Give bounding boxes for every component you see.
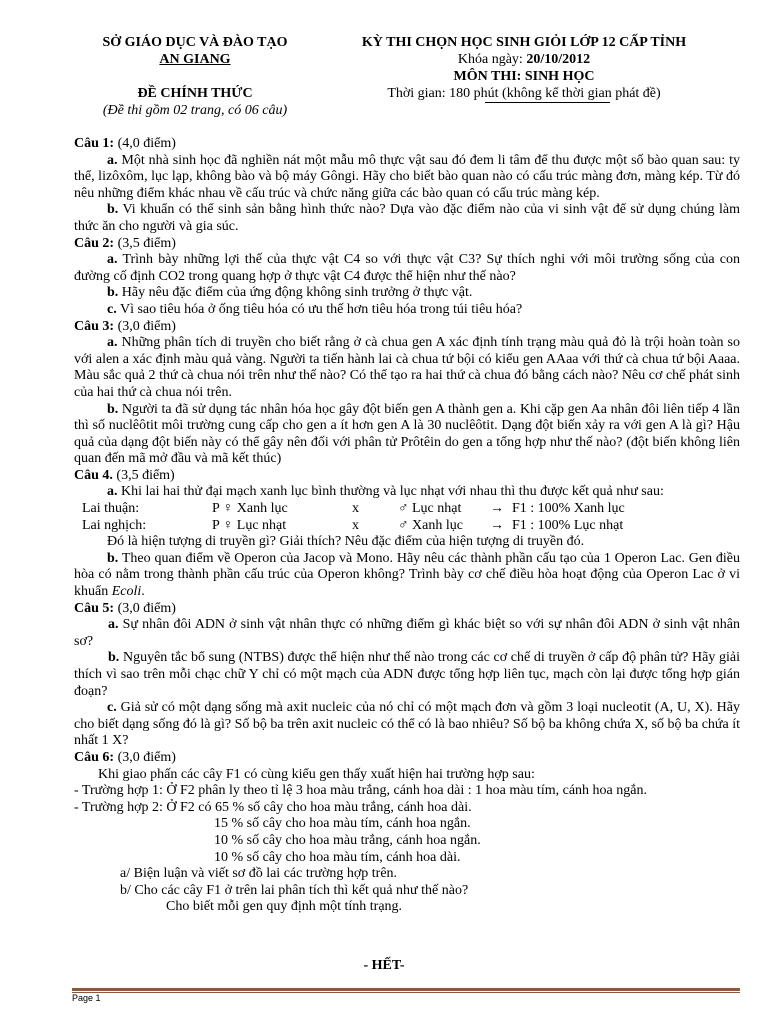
question-6-case2: - Trường hợp 2: Ở F2 có 65 % số cây cho hoa màu trắng, cánh hoa dài. (74, 799, 472, 815)
ratio-line: 15 % số cây cho hoa màu tím, cánh hoa ngắn. (214, 816, 471, 832)
ratio-line: 10 % số cây cho hoa màu trắng, cánh hoa ngắn. (214, 832, 481, 848)
exam-subject: MÔN THI: SINH HỌC (453, 69, 595, 84)
question-3-heading: Câu 3: (3,0 điểm) (74, 318, 176, 334)
header-right (330, 34, 718, 102)
question-4-heading: Câu 4. (3,5 điểm) (74, 467, 175, 483)
exam-time: Thời gian: 180 phút (không kể thời gian phát đề) (387, 86, 661, 101)
cross-reciprocal-1: Lai thuận: P ♀ Xanh lục x ♂ Lục nhạt → F1 : 100% Xanh lục (82, 501, 625, 517)
question-5c: c. Giả sử có một dạng sống mà axit nucleic của nó chỉ có một mạch đơn và gồm 3 loại nucleotit (A, U, X). Hãy cho biết dạng sống đó là gì? Số bộ ba trên axit nucleic có thể có là bao nhiêu? Số bộ ba không chứa X, số bộ ba chứa ít nhất 1 X? (74, 700, 741, 749)
question-2a: a. Trình bày những lợi thế của thực vật C4 so với thực vật C3? Sự thích nghi với môi trường sống của con đường cố định CO2 trong quang hợp ở thực vật C4 được thể hiện như thế nào? (74, 252, 740, 284)
question-2-heading: Câu 2: (3,5 điểm) (74, 235, 176, 251)
question-6-note: Cho biết mỗi gen quy định một tính trạng. (166, 899, 403, 915)
page-number: Page 1 (72, 993, 101, 1003)
question-5-heading: Câu 5: (3,0 điểm) (74, 600, 176, 616)
question-5b: b. Nguyên tắc bổ sung (NTBS) được thể hiện như thế nào trong các cơ chế di truyền ở cấp độ phân tử? Hãy giải thích vì sao trên mỗi chạc chữ Y chỉ có một mạch của ADN được tổng hợp liên tục, mạch còn lại được tổng hợp gián đoạn? (74, 650, 740, 699)
question-6-ratios (74, 816, 740, 866)
question-6-body (74, 767, 740, 784)
question-4b: b. Theo quan điểm về Operon của Jacop và Mono. Hãy nêu các thành phần cấu tạo của 1 Operon Lac. Gen điều hòa có nằm trong thành phần cấu trúc của Operon không? Trình bày cơ chế điều hòa hoạt động của Operon Lac ở vi khuẩn Ecoli. (74, 550, 740, 600)
department-name: SỞ GIÁO DỤC VÀ ĐÀO TẠO (102, 35, 288, 50)
province-name: AN GIANG (159, 52, 231, 67)
question-1b: b. Vi khuẩn có thể sinh sản bằng hình thức nào? Dựa vào đặc điểm nào của vi sinh vật để sử dụng chúng làm thức ăn cho người và gia súc. (74, 202, 740, 234)
question-2b: b. Hãy nêu đặc điểm của ứng động không sinh trưởng ở thực vật. (107, 285, 473, 301)
question-6-case1: - Trường hợp 1: Ở F2 phân ly theo tỉ lệ 3 hoa màu trắng, cánh hoa dài : 1 hoa màu tím, cánh hoa ngắn. (74, 783, 647, 799)
question-6a: a/ Biện luận và viết sơ đồ lai các trường hợp trên. (120, 866, 398, 882)
exam-date: 20/10/2012 (526, 52, 591, 67)
question-5a: a. Sự nhân đôi ADN ở sinh vật nhân thực có những điểm gì khác biệt so với sự nhân đôi ADN ở sinh vật nhân sơ? (74, 617, 740, 649)
end-marker: - HẾT- (363, 958, 405, 973)
question-6b: b/ Cho các cây F1 ở trên lai phân tích thì kết quả như thế nào? (120, 882, 469, 898)
question-4a-ask: Đó là hiện tượng di truyền gì? Giải thích? Nêu đặc điểm của hiện tượng di truyền đó. (107, 534, 585, 550)
question-6-intro: Khi giao phấn các cây F1 có cùng kiểu gen thấy xuất hiện hai trường hợp sau: (98, 766, 535, 782)
question-2c: c. Vì sao tiêu hóa ở ống tiêu hóa có ưu thế hơn tiêu hóa trong túi tiêu hóa? (107, 301, 523, 317)
exam-title: KỲ THI CHỌN HỌC SINH GIỎI LỚP 12 CẤP TỈNH (361, 35, 687, 50)
exam-date-line: Khóa ngày: 20/10/2012 (457, 52, 591, 67)
header-divider (485, 102, 610, 103)
official-label: ĐỀ CHÍNH THỨC (137, 86, 253, 101)
exam-content (74, 136, 740, 916)
header-left (60, 34, 330, 119)
question-3a: a. Những phân tích di truyền cho biết rằng ở cà chua gen A xác định tính trạng màu quả đỏ là trội hoàn toàn so với alen a xác định màu quả vàng. Người ta tiến hành lai cà chua tứ bội có kiểu gen AAaa với thứ cà chua tứ bội Aaaa. Màu sắc quả 2 thứ cà chua nói trên như thế nào? Có thể tạo ra hai thứ cà chua đó bằng cách nào? Nêu cơ chế phát sinh của hai thứ cà chua nói trên. (74, 335, 740, 400)
question-4a: a. Khi lai hai thử đại mạch xanh lục bình thường và lục nhạt với nhau thì thu được kết quả như sau: (107, 484, 664, 500)
question-1a: a. Một nhà sinh học đã nghiền nát một mẫu mô thực vật sau đó đem li tâm để thu được một số bào quan sau: ty thể, lizôxôm, lục lạp, không bào và bộ máy Gôngi. Hãy cho biết bào quan nào có cấu trúc màng đơn, màng kép. Từ đó nêu những điểm khác nhau về cấu trúc và chức năng giữa các bào quan có cấu trúc màng kép. (74, 152, 740, 201)
footer-rule-thick (72, 988, 740, 991)
question-6-heading: Câu 6: (3,0 điểm) (74, 749, 176, 765)
question-1-heading: Câu 1: (4,0 điểm) (74, 136, 176, 151)
ratio-line: 10 % số cây cho hoa màu tím, cánh hoa dài. (214, 849, 461, 865)
question-3b: b. Người ta đã sử dụng tác nhân hóa học gây đột biến gen A thành gen a. Khi cặp gen Aa nhân đôi liên tiếp 4 lần thì số nuclêôtit môi trường cung cấp cho gen a ít hơn gen A là 30 nuclêôtit. Dạng đột biến xảy ra với gen A là gì? Hậu quả của dạng đột biến này có thể gây nên đối với phân tử Prôtêin do gen a tổng hợp như thế nào? (đột biến không liên quan đến mã mở đầu và mã kết thúc) (74, 401, 740, 467)
footer-rule-thin (72, 992, 740, 993)
cross-reciprocal-2: Lai nghịch: P ♀ Lục nhạt x ♂ Xanh lục → F1 : 100% Lục nhạt (82, 517, 624, 533)
exam-note: (Đề thi gồm 02 trang, có 06 câu) (102, 103, 288, 118)
